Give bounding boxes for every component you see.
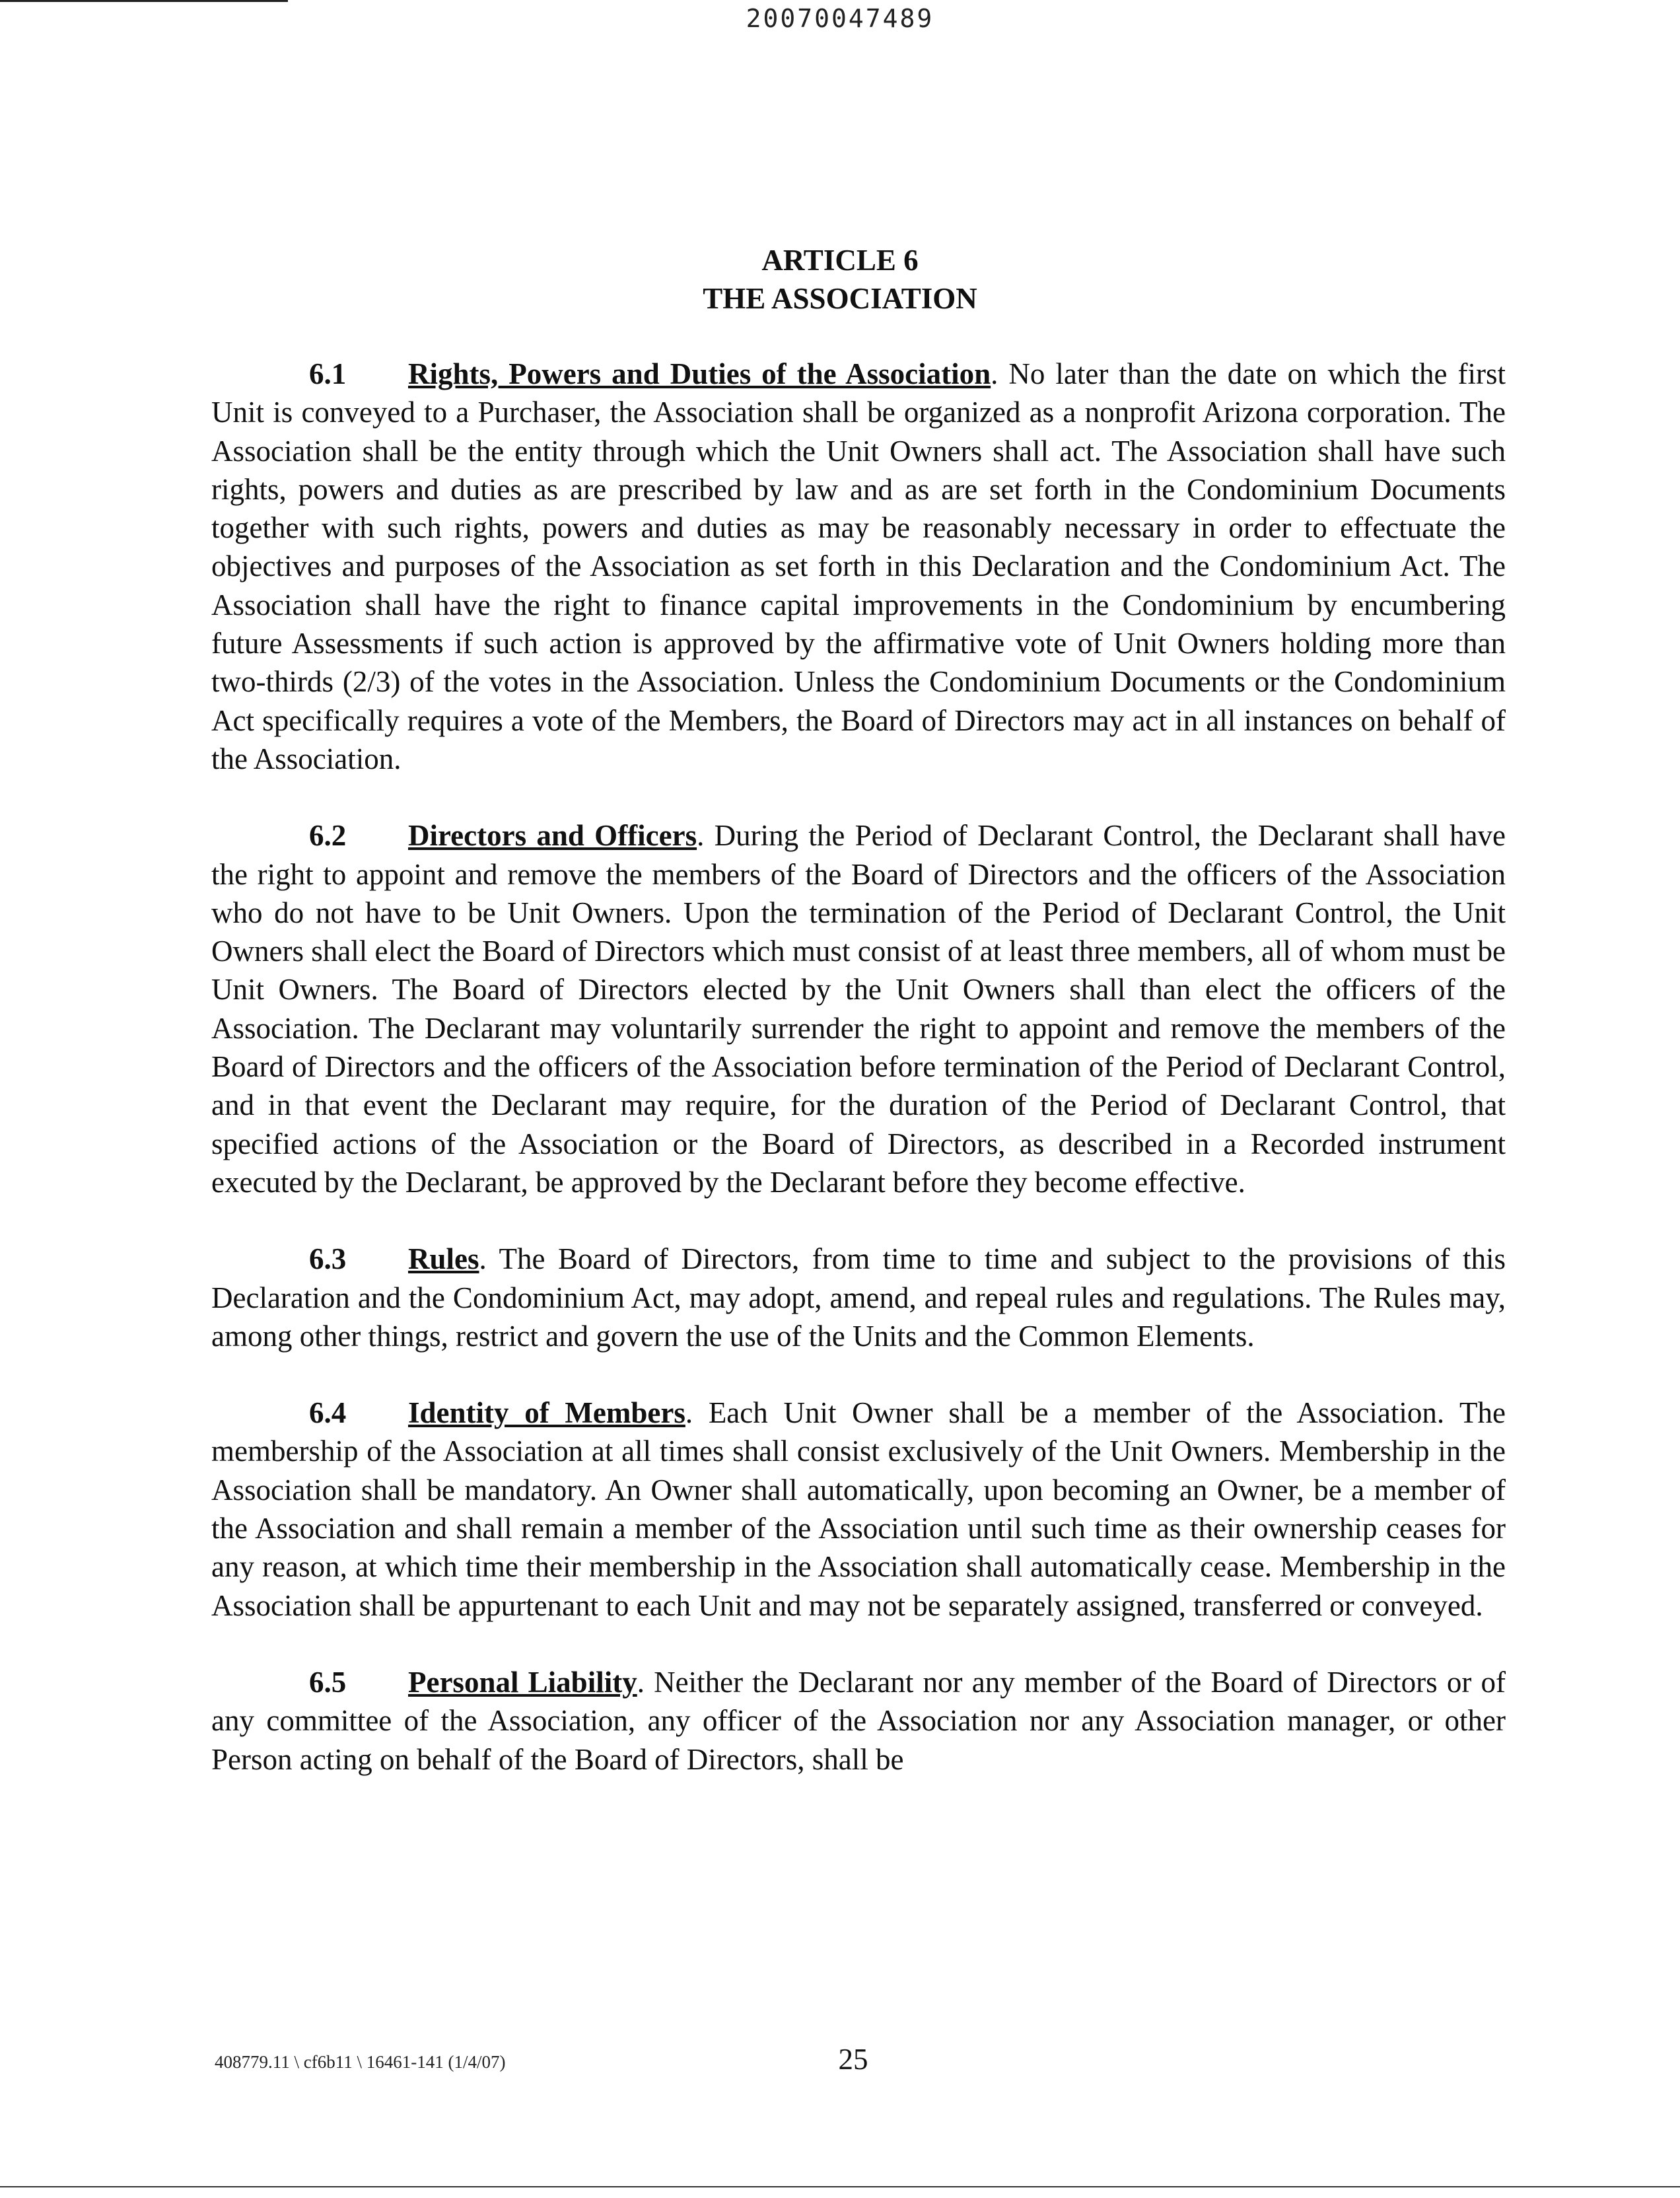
section-number: 6.4 bbox=[309, 1396, 347, 1430]
section-number: 6.2 bbox=[309, 819, 347, 853]
section-number: 6.1 bbox=[309, 357, 347, 390]
section-number: 6.3 bbox=[309, 1242, 347, 1276]
section-heading: Identity of Members bbox=[408, 1396, 685, 1430]
section-6-2: 6.2 Directors and Officers. During the Period of Declarant Control, the Declarant shall have the right to appoint and remove the members of the Board of Directors and the officers of the Association who do not have to be Unit Owners. Upon the termination of the Period of Declarant Control, the Unit Owners shall elect the Board of Directors which must consist of at least three members, all of whom must be Unit Owners. The Board of Directors elected by the Unit Owners shall than elect the officers of the Association. The Declarant may voluntarily surrender the right to appoint and remove the members of the Board of Directors and the officers of the Association before termination of the Period of Declarant Control, and in that event the Declarant may require, for the duration of the Period of Declarant Control, that specified actions of the Association or the Board of Directors, as described in a Recorded instrument executed by the Declarant, be approved by the Declarant before they become effective. bbox=[211, 816, 1506, 1201]
section-text: During the Period of Declarant Control, the Declarant shall have the right to appoint and remove the members of the Board of Directors and the officers of the Association who do not have to be Unit Owners. Upon the termination of the Period of Declarant Control, the Unit Owners shall elect the Board of Directors which must consist of at least three members, all of whom must be Unit Owners. The Board of Directors elected by the Unit Owners shall than elect the officers of the Association. The Declarant may voluntarily surrender the right to appoint and remove the members of the Board of Directors and the officers of the Association before termination of the Period of Declarant Control, and in that event the Declarant may require, for the duration of the Period of Declarant Control, that specified actions of the Association or the Board of Directors, as described in a Recorded instrument executed by the Declarant, be approved by the Declarant before they become effective. bbox=[211, 819, 1506, 1199]
page-number: 25 bbox=[838, 2043, 868, 2076]
section-text: The Board of Directors, from time to time and subject to the provisions of this Declaration and the Condominium Act, may adopt, amend, and repeal rules and regulations. The Rules may, among other things, restrict and govern the use of the Units and the Common Elements. bbox=[211, 1242, 1506, 1353]
section-6-5: 6.5 Personal Liability. Neither the Declarant nor any member of the Board of Directors or of any committee of the Association, any officer of the Association nor any Association manager, or other Person acting on behalf of the Board of Directors, shall be bbox=[211, 1663, 1506, 1779]
article-title-block bbox=[0, 241, 1680, 318]
section-text: No later than the date on which the first Unit is conveyed to a Purchaser, the Association shall be organized as a nonprofit Arizona corporation. The Association shall be the entity through which the Unit Owners shall act. The Association shall have such rights, powers and duties as are prescribed by law and as are set forth in the Condominium Documents together with such rights, powers and duties as may be reasonably necessary in order to effectuate the objectives and purposes of the Association as set forth in this Declaration and the Condominium Act. The Association shall have the right to finance capital improvements in the Condominium by encumbering future Assessments if such action is approved by the affirmative vote of Unit Owners holding more than two-thirds (2/3) of the votes in the Association. Unless the Condominium Documents or the Condominium Act specifically requires a vote of the Members, the Board of Directors may act in all instances on behalf of the Association. bbox=[211, 357, 1506, 775]
section-6-4: 6.4 Identity of Members. Each Unit Owner shall be a member of the Association. The membership of the Association at all times shall consist exclusively of the Unit Owners. Membership in the Association shall be mandatory. An Owner shall automatically, upon becoming an Owner, be a member of the Association and shall remain a member of the Association until such time as their ownership ceases for any reason, at which time their membership in the Association shall automatically cease. Membership in the Association shall be appurtenant to each Unit and may not be separately assigned, transferred or conveyed. bbox=[211, 1394, 1506, 1625]
document-number: 20070047489 bbox=[746, 4, 934, 33]
section-number: 6.5 bbox=[309, 1665, 347, 1699]
section-heading: Rules bbox=[408, 1242, 479, 1276]
bottom-rule bbox=[0, 2186, 1680, 2187]
section-heading: Rights, Powers and Duties of the Association bbox=[408, 357, 991, 390]
section-6-3: 6.3 Rules. The Board of Directors, from time to time and subject to the provisions of this Declaration and the Condominium Act, may adopt, amend, and repeal rules and regulations. The Rules may, among other things, restrict and govern the use of the Units and the Common Elements. bbox=[211, 1240, 1506, 1355]
article-number: ARTICLE 6 bbox=[761, 244, 919, 277]
article-body bbox=[211, 355, 1506, 1817]
article-title: THE ASSOCIATION bbox=[703, 282, 977, 315]
section-text: Neither the Declarant nor any member of the Board of Directors or of any committee of the Association, any officer of the Association nor any Association manager, or other Person acting on behalf of the Board of Directors, shall be bbox=[211, 1665, 1506, 1776]
section-heading: Directors and Officers bbox=[408, 819, 697, 853]
footer-reference: 408779.11 \ cf6b11 \ 16461-141 (1/4/07) bbox=[215, 2052, 506, 2072]
section-6-1: 6.1 Rights, Powers and Duties of the Association. No later than the date on which the first Unit is conveyed to a Purchaser, the Association shall be organized as a nonprofit Arizona corporation. The Association shall be the entity through which the Unit Owners shall act. The Association shall have such rights, powers and duties as are prescribed by law and as are set forth in the Condominium Documents together with such rights, powers and duties as may be reasonably necessary in order to effectuate the objectives and purposes of the Association as set forth in this Declaration and the Condominium Act. The Association shall have the right to finance capital improvements in the Condominium by encumbering future Assessments if such action is approved by the affirmative vote of Unit Owners holding more than two-thirds (2/3) of the votes in the Association. Unless the Condominium Documents or the Condominium Act specifically requires a vote of the Members, the Board of Directors may act in all instances on behalf of the Association. bbox=[211, 355, 1506, 778]
section-heading: Personal Liability bbox=[408, 1665, 637, 1699]
section-text: Each Unit Owner shall be a member of the Association. The membership of the Association at all times shall consist exclusively of the Unit Owners. Membership in the Association shall be mandatory. An Owner shall automatically, upon becoming an Owner, be a member of the Association and shall remain a member of the Association until such time as their ownership ceases for any reason, at which time their membership in the Association shall automatically cease. Membership in the Association shall be appurtenant to each Unit and may not be separately assigned, transferred or conveyed. bbox=[211, 1396, 1506, 1622]
top-rule bbox=[0, 0, 288, 2]
